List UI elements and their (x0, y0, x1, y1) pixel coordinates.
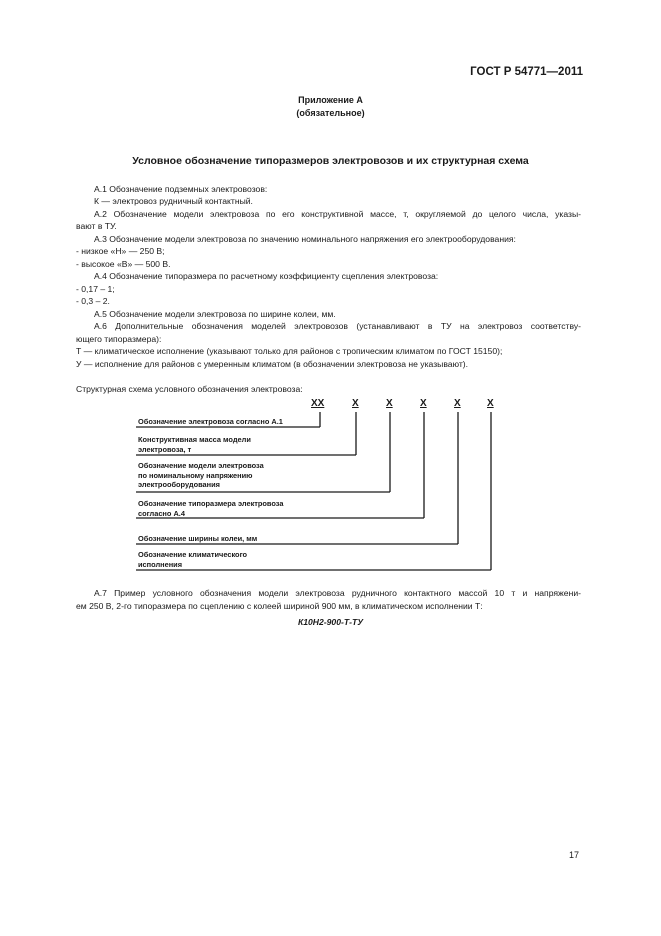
diagram-intro: Структурная схема условного обозначения электровоза: (76, 384, 303, 394)
position-x-4: X (420, 398, 427, 409)
section-title: Условное обозначение типоразмеров электровозов и их структурная схема (132, 155, 529, 167)
para-a4: А.4 Обозначение типоразмера по расчетному коэффициенту сцепления электровоза: (94, 271, 439, 281)
para-a4-1: - 0,17 – 1; (76, 284, 115, 294)
para-a2: А.2 Обозначение модели электровоза по его конструктивной массе, т, округляемой до целого числа, указы- (94, 209, 581, 219)
para-a6-t: Т — климатическое исполнение (указывают только для районов с тропическим климатом по ГОСТ 15150); (76, 346, 503, 356)
page-number: 17 (568, 850, 579, 860)
diagram-label-2: Конструктивная масса модели электровоза, т (138, 435, 251, 454)
diagram-label-6: Обозначение климатического исполнения (138, 550, 248, 569)
para-a3: А.3 Обозначение модели электровоза по значению номинального напряжения его электрооборудования: (94, 234, 516, 244)
para-a3-low: - низкое «Н» — 250 В; (76, 246, 165, 256)
diagram-label-4: Обозначение типоразмера электровоза согласно А.4 (138, 499, 284, 518)
diagram-label-3: Обозначение модели электровоза по номинальному напряжению электрооборудования (138, 461, 264, 489)
position-x-3: X (386, 398, 393, 409)
example-line-2: ем 250 В, 2-го типоразмера по сцеплению с колеей шириной 900 мм, в климатическом исполнении Т: (76, 601, 483, 611)
position-x-5: X (454, 398, 461, 409)
para-a6: А.6 Дополнительные обозначения моделей электровозов (устанавливают в ТУ на электровоз соответству- (94, 321, 581, 331)
para-a1: А.1 Обозначение подземных электровозов: (94, 184, 268, 194)
para-a1-k: К — электровоз рудничный контактный. (94, 196, 253, 206)
position-x-2: X (352, 398, 359, 409)
appendix-title: Приложение А (298, 95, 363, 105)
para-a3-high: - высокое «В» — 500 В. (76, 259, 171, 269)
diagram-label-1: Обозначение электровоза согласно А.1 (138, 417, 283, 426)
example-designation: К10Н2-900-Т-ТУ (297, 617, 364, 627)
position-x-6: X (487, 398, 494, 409)
standard-number: ГОСТ Р 54771—2011 (470, 66, 583, 78)
para-a6-cont: ющего типоразмера): (76, 334, 162, 344)
position-mass-xx: XX (311, 398, 325, 409)
example-line-1: А.7 Пример условного обозначения модели электровоза рудничного контактного массой 10 т и напряжени- (94, 588, 581, 598)
para-a5: А.5 Обозначение модели электровоза по ширине колеи, мм. (94, 309, 336, 319)
para-a6-u: У — исполнение для районов с умеренным климатом (в обозначении электровоза не указывают). (76, 359, 469, 369)
appendix-status: (обязательное) (296, 108, 365, 118)
para-a2-cont: вают в ТУ. (76, 221, 117, 231)
diagram-label-5: Обозначение ширины колеи, мм (138, 534, 258, 543)
para-a4-2: - 0,3 – 2. (76, 296, 110, 306)
